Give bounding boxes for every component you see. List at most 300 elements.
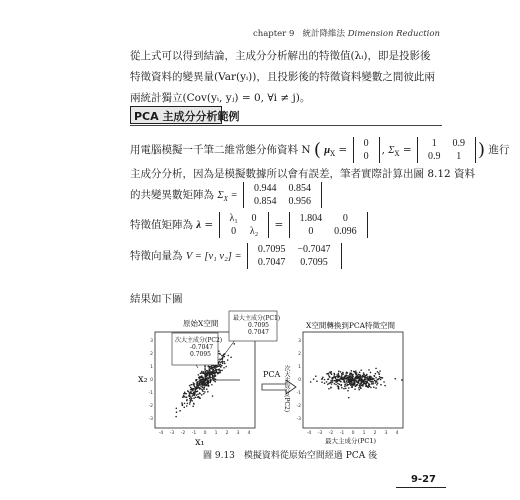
left-data-point: [219, 372, 221, 374]
left-data-point: [207, 383, 209, 385]
right-data-point: [338, 373, 340, 375]
left-data-point: [208, 368, 210, 370]
right-data-point: [358, 382, 360, 384]
figure-caption: 圖 9.13 模擬資料從原始空間經過 PCA 後: [203, 451, 378, 461]
right-data-point: [373, 381, 375, 383]
right-data-point: [376, 384, 378, 386]
right-data-point: [327, 379, 329, 381]
left-data-point: [189, 398, 191, 400]
right-data-point: [349, 376, 351, 378]
s01: 0.9: [452, 138, 465, 149]
right-data-point: [334, 383, 336, 385]
left-data-point: [190, 389, 192, 391]
left-data-point: [222, 363, 224, 365]
left-data-point: [191, 400, 193, 402]
right-data-point: [346, 372, 348, 374]
result-text: 結果如下圖: [130, 293, 183, 305]
right-data-point: [329, 382, 331, 384]
right-data-point: [377, 371, 379, 373]
right-y-tick: -3: [296, 417, 301, 422]
left-data-point: [197, 383, 199, 385]
right-data-point: [324, 382, 326, 384]
right-data-point: [351, 370, 353, 372]
right-data-point: [370, 372, 372, 374]
mu-symbol: μ: [324, 145, 331, 156]
left-data-point: [176, 411, 178, 413]
right-data-point: [346, 385, 348, 387]
left-data-point: [201, 394, 203, 396]
left-data-point: [227, 355, 229, 357]
left-data-point: [207, 380, 209, 382]
left-data-point: [197, 387, 199, 389]
left-x-ticks: [159, 430, 251, 436]
left-data-point: [197, 396, 199, 398]
left-data-point: [176, 408, 178, 410]
body-line-3: 的共變異數矩陣為 $\Sigma_X$ = 0.944 0.854 0.854 0.956: [130, 182, 324, 208]
left-data-point: [204, 385, 206, 387]
left-data-point: [200, 385, 202, 387]
left-data-point: [202, 381, 204, 383]
right-data-point: [375, 377, 377, 379]
right-data-point: [332, 381, 334, 383]
left-data-point: [224, 361, 226, 363]
left-data-point: [210, 367, 212, 369]
right-data-point: [362, 385, 364, 387]
sigma-symbol: Σ: [388, 145, 395, 156]
right-data-point: [365, 381, 367, 383]
left-data-point: [207, 366, 209, 368]
body-line-4: 特徵值矩陣為 λ = λ₁ 0 0 λ₂ = 1.804 0 0 0.096: [130, 212, 370, 238]
right-data-point: [368, 385, 370, 387]
left-data-point: [230, 356, 232, 358]
right-data-point: [346, 382, 348, 384]
left-data-point: [190, 392, 192, 394]
left-data-point: [204, 391, 206, 393]
right-data-point: [360, 380, 362, 382]
left-data-point: [215, 375, 217, 377]
left-data-point: [193, 397, 195, 399]
pc2-vector: [190, 344, 213, 358]
pc1-vector: [248, 322, 269, 336]
right-data-point: [344, 386, 346, 388]
right-data-point: [327, 373, 329, 375]
left-x-tick: -2: [180, 431, 186, 436]
left-data-point: [218, 353, 220, 355]
right-y-tick: -1: [296, 391, 301, 396]
right-data-point: [378, 372, 380, 374]
right-data-point: [355, 385, 357, 387]
cov-text: 的共變異數矩陣為: [130, 189, 214, 201]
right-data-point: [335, 380, 337, 382]
left-data-point: [202, 390, 204, 392]
left-data-point: [196, 381, 198, 383]
header-title-en: Dimension Reduction: [347, 29, 440, 39]
right-data-point: [337, 377, 339, 379]
left-data-point: [233, 343, 235, 345]
right-data-point: [375, 373, 377, 375]
right-data-point: [356, 372, 358, 374]
right-x-tick: -2: [328, 431, 334, 436]
right-data-point: [379, 370, 381, 372]
body-line-1-end: 進行: [488, 144, 510, 156]
right-data-point: [326, 381, 328, 383]
left-data-point: [190, 396, 192, 398]
left-data-point: [219, 369, 221, 371]
right-data-point: [366, 374, 368, 376]
right-data-point: [335, 384, 337, 386]
right-data-point: [352, 384, 354, 386]
right-x-tick: -4: [306, 431, 312, 436]
left-y-ticks: [149, 338, 154, 422]
right-data-point: [350, 381, 352, 383]
left-data-point: [196, 379, 198, 381]
left-data-point: [196, 386, 198, 388]
left-y-tick: -1: [148, 391, 153, 396]
left-data-point: [190, 384, 192, 386]
left-data-point: [196, 394, 198, 396]
right-x-label: 最大主成分(PC1): [325, 437, 377, 445]
left-data-point: [202, 383, 204, 385]
left-data-point: [192, 384, 194, 386]
left-data-point: [184, 403, 186, 405]
left-x-tick: 1: [214, 431, 218, 436]
left-data-point: [210, 373, 212, 375]
right-data-point: [337, 380, 339, 382]
left-data-point: [188, 391, 190, 393]
left-data-point: [189, 385, 191, 387]
left-data-point: [188, 395, 190, 397]
c01: 0.854: [288, 183, 311, 194]
v11: 0.7095: [300, 257, 328, 268]
right-data-point: [380, 384, 382, 386]
right-data-point: [341, 387, 343, 389]
right-data-point: [341, 378, 343, 380]
left-data-point: [199, 393, 201, 395]
right-data-point: [358, 387, 360, 389]
ls01: 0: [251, 213, 257, 224]
left-data-point: [206, 385, 208, 387]
left-data-point: [207, 385, 209, 387]
left-data-point: [206, 377, 208, 379]
left-data-point: [206, 370, 208, 372]
right-data-point: [356, 384, 358, 386]
right-data-point: [341, 376, 343, 378]
right-data-point: [370, 376, 372, 378]
left-data-point: [187, 403, 189, 405]
s00: 1: [431, 138, 437, 149]
right-data-point: [363, 380, 365, 382]
page-number-rule: [396, 487, 446, 488]
left-y-tick: 3: [150, 339, 153, 344]
right-data-point: [384, 385, 386, 387]
left-data-point: [221, 365, 223, 367]
body-line-1: 用電腦模擬一千筆二維常態分佈資料 N ( $\mu_X$ = 0 0 , $\Sigma_X$ = 1 0.9 0.9 1 ) 進行: [130, 138, 510, 162]
left-data-point: [193, 388, 195, 390]
right-data-point: [335, 381, 337, 383]
left-data-point: [182, 396, 184, 398]
pca-arrow-label: PCA: [263, 370, 281, 379]
left-y-tick: -2: [148, 404, 153, 409]
right-data-point: [339, 379, 341, 381]
right-data-point: [383, 381, 385, 383]
right-data-point: [340, 385, 342, 387]
left-data-point: [196, 390, 198, 392]
right-data-point: [351, 386, 353, 388]
right-data-point: [381, 377, 383, 379]
left-y-tick: -3: [148, 417, 153, 422]
right-data-point: [340, 371, 342, 373]
right-data-point: [375, 387, 377, 389]
right-data-point: [373, 383, 375, 385]
right-data-point: [365, 377, 367, 379]
left-data-point: [223, 356, 225, 358]
right-data-point: [363, 372, 365, 374]
right-data-point: [354, 388, 356, 390]
left-x-tick: 3: [236, 431, 240, 436]
left-data-point: [216, 369, 218, 371]
left-data-point: [191, 398, 193, 400]
right-data-point: [358, 389, 360, 391]
right-data-point: [328, 388, 330, 390]
right-data-point: [335, 376, 337, 378]
left-data-point: [199, 378, 201, 380]
left-data-point: [183, 407, 185, 409]
right-data-point: [395, 378, 397, 380]
left-data-point: [214, 381, 216, 383]
left-data-point: [200, 373, 202, 375]
right-data-point: [355, 380, 357, 382]
left-data-point: [199, 388, 201, 390]
right-data-point: [345, 388, 347, 390]
right-y-label: 次大主成分(PC2): [283, 365, 290, 413]
right-data-point: [365, 385, 367, 387]
right-data-point: [333, 376, 335, 378]
right-data-point: [337, 383, 339, 385]
right-data-point: [334, 374, 336, 376]
right-data-point: [330, 387, 332, 389]
left-data-point: [195, 390, 197, 392]
lv01: 0: [342, 213, 348, 224]
right-data-point: [377, 379, 379, 381]
v-symbol: V = [v₁ v₂] =: [185, 251, 242, 262]
left-data-point: [227, 359, 229, 361]
x2-axis-label: x₂: [138, 374, 148, 385]
v01: −0.7047: [297, 244, 331, 255]
right-data-point: [354, 378, 356, 380]
right-data-point: [338, 374, 340, 376]
right-data-point: [364, 382, 366, 384]
right-data-point: [330, 371, 332, 373]
right-data-point: [373, 386, 375, 388]
right-data-point: [368, 369, 370, 371]
left-x-tick: -1: [191, 431, 197, 436]
eigval-text: 特徵值矩陣為: [130, 219, 193, 231]
right-data-point: [361, 377, 363, 379]
left-data-point: [206, 372, 208, 374]
left-data-point: [219, 370, 221, 372]
right-data-point: [310, 381, 312, 383]
left-data-point: [181, 402, 183, 404]
right-data-point: [348, 397, 350, 399]
page-number: 9-27: [410, 474, 436, 485]
left-data-point: [223, 367, 225, 369]
right-data-point: [342, 377, 344, 379]
left-data-point: [209, 375, 211, 377]
right-data-point: [339, 376, 341, 378]
left-data-point: [200, 380, 202, 382]
left-data-point: [194, 393, 196, 395]
right-y-tick: 0: [298, 378, 301, 383]
lv11: 0.096: [334, 226, 357, 237]
left-data-point: [189, 402, 191, 404]
left-x-tick: -3: [169, 431, 175, 436]
right-y-tick: 1: [298, 365, 301, 370]
right-data-point: [355, 370, 357, 372]
left-data-point: [189, 393, 191, 395]
right-data-point: [332, 379, 334, 381]
right-x-tick: 0: [351, 431, 355, 436]
s11: 1: [456, 151, 462, 162]
left-data-point: [210, 377, 212, 379]
left-data-point: [191, 388, 193, 390]
right-data-point: [356, 376, 358, 378]
left-data-point: [198, 384, 200, 386]
right-data-point: [338, 388, 340, 390]
left-data-point: [189, 403, 191, 405]
ls11: λ₂: [249, 226, 259, 237]
right-data-point: [360, 369, 362, 371]
left-x-tick: 4: [247, 431, 251, 436]
intro-line-2: 特徵資料的變異量(Var(yᵢ))，且投影後的特徵資料變數之間彼此兩: [130, 71, 435, 83]
right-data-point: [343, 379, 345, 381]
pc1-vec-0: 0.7095: [248, 322, 269, 329]
right-y-ticks: [297, 338, 302, 422]
right-data-point: [343, 388, 345, 390]
left-x-tick: 2: [225, 431, 229, 436]
right-x-tick: -3: [317, 431, 323, 436]
right-data-point: [341, 375, 343, 377]
right-data-point: [344, 384, 346, 386]
mu-0: 0: [363, 138, 369, 149]
left-data-point: [201, 371, 203, 373]
mu-1: 0: [363, 151, 369, 162]
left-data-point: [211, 374, 213, 376]
left-data-point: [179, 410, 181, 412]
right-plot-title: X空間轉換到PCA特徵空間: [306, 321, 396, 330]
left-data-point: [207, 371, 209, 373]
right-data-point: [348, 387, 350, 389]
left-data-point: [193, 403, 195, 405]
left-plot-title: 原始X空間: [183, 319, 219, 328]
right-data-point: [364, 376, 366, 378]
right-data-point: [401, 379, 403, 381]
pc1-callout-label: 最大主成分(PC1): [233, 315, 281, 322]
right-x-tick: 2: [373, 431, 377, 436]
left-data-point: [214, 372, 216, 374]
left-data-point: [195, 396, 197, 398]
left-y-tick: 2: [150, 352, 153, 357]
left-data-point: [195, 386, 197, 388]
right-data-point: [380, 379, 382, 381]
right-data-point: [374, 380, 376, 382]
right-data-point: [368, 378, 370, 380]
v10: 0.7047: [257, 257, 286, 268]
left-data-point: [220, 362, 222, 364]
right-data-point: [342, 372, 344, 374]
right-data-point: [330, 380, 332, 382]
left-data-point: [184, 392, 186, 394]
right-data-point: [358, 374, 360, 376]
right-data-point: [359, 374, 361, 376]
left-x-tick: 0: [203, 431, 207, 436]
right-data-point: [336, 374, 338, 376]
right-data-point: [360, 387, 362, 389]
left-data-point: [199, 397, 201, 399]
right-data-point: [358, 377, 360, 379]
header-title-zh: 統計降維法: [302, 29, 345, 39]
right-data-point: [376, 381, 378, 383]
right-data-point: [352, 378, 354, 380]
right-y-tick: 2: [298, 352, 301, 357]
right-data-point: [359, 385, 361, 387]
left-data-point: [220, 366, 222, 368]
left-data-point: [220, 364, 222, 366]
left-data-point: [221, 355, 223, 357]
right-data-point: [377, 382, 379, 384]
s10: 0.9: [427, 151, 441, 162]
right-data-point: [327, 383, 329, 385]
left-data-point: [202, 387, 204, 389]
left-data-point: [203, 388, 205, 390]
right-x-tick: 3: [384, 431, 388, 436]
right-data-point: [347, 384, 349, 386]
left-data-point: [175, 416, 177, 418]
left-data-point: [222, 361, 224, 363]
left-data-point: [193, 395, 195, 397]
lv10: 0: [308, 226, 314, 237]
left-data-point: [206, 388, 208, 390]
left-data-point: [204, 382, 206, 384]
ls10: 0: [231, 226, 237, 237]
left-data-point: [201, 377, 203, 379]
pc1-vec-1: 0.7047: [248, 329, 269, 336]
left-data-point: [192, 406, 194, 408]
right-data-point: [359, 372, 361, 374]
right-data-point: [375, 368, 377, 370]
right-data-point: [370, 387, 372, 389]
right-x-tick: 4: [395, 431, 399, 436]
right-data-point: [346, 380, 348, 382]
right-data-point: [332, 377, 334, 379]
pc2-vec-1: 0.7095: [190, 351, 211, 358]
right-data-point: [358, 380, 360, 382]
left-data-point: [185, 396, 187, 398]
left-data-point: [203, 371, 205, 373]
left-data-point: [211, 384, 213, 386]
intro-line-3: 兩統計獨立(Cov(yᵢ, yⱼ) = 0, ∀i ≠ j)。: [130, 92, 311, 104]
right-data-point: [338, 370, 340, 372]
left-data-point: [217, 373, 219, 375]
left-x-tick: -4: [158, 431, 164, 436]
left-y-tick: 1: [150, 365, 153, 370]
right-data-point: [321, 381, 323, 383]
left-data-point: [209, 370, 211, 372]
left-data-point: [221, 370, 223, 372]
lv00: 1.804: [299, 213, 323, 224]
right-data-point: [321, 378, 323, 380]
right-data-point: [354, 372, 356, 374]
left-data-point: [207, 391, 209, 393]
